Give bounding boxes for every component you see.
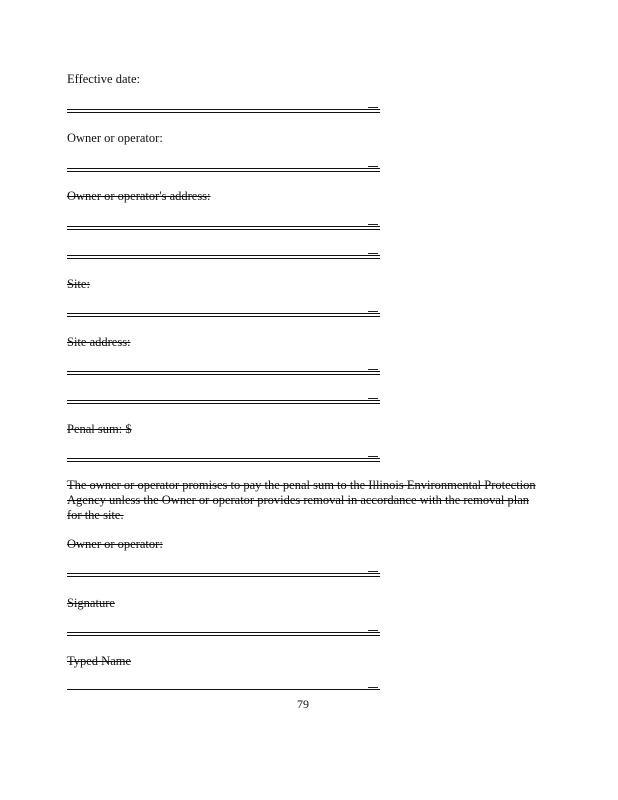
owner-address-line-2[interactable]	[67, 255, 380, 259]
typed-name-label: Typed Name	[67, 654, 132, 668]
effective-date-line[interactable]	[67, 109, 380, 113]
owner-address-label: Owner or operator's address:	[67, 189, 211, 203]
owner-address-line-1[interactable]	[67, 226, 380, 230]
site-line[interactable]	[67, 313, 380, 317]
typed-name-line[interactable]	[67, 689, 380, 690]
signature-line[interactable]	[67, 632, 380, 636]
effective-date-label: Effective date:	[67, 72, 140, 86]
site-address-line-1[interactable]	[67, 371, 380, 375]
page-number: 79	[297, 697, 309, 711]
owner-operator-signoff-label: Owner or operator:	[67, 537, 163, 551]
site-address-label: Site address:	[67, 335, 131, 349]
site-label: Site:	[67, 277, 90, 291]
owner-operator-signoff-line[interactable]	[67, 573, 380, 577]
site-address-line-2[interactable]	[67, 400, 380, 404]
owner-operator-line[interactable]	[67, 168, 380, 172]
signature-label: Signature	[67, 596, 115, 610]
owner-operator-label: Owner or operator:	[67, 131, 163, 145]
penal-sum-label: Penal sum: $	[67, 422, 132, 436]
penal-sum-line[interactable]	[67, 458, 380, 462]
promise-paragraph: The owner or operator promises to pay the penal sum to the Illinois Environmental Protection Agency unless the Owner or operator provides removal in accordance with the removal plan for the site.	[67, 478, 536, 522]
